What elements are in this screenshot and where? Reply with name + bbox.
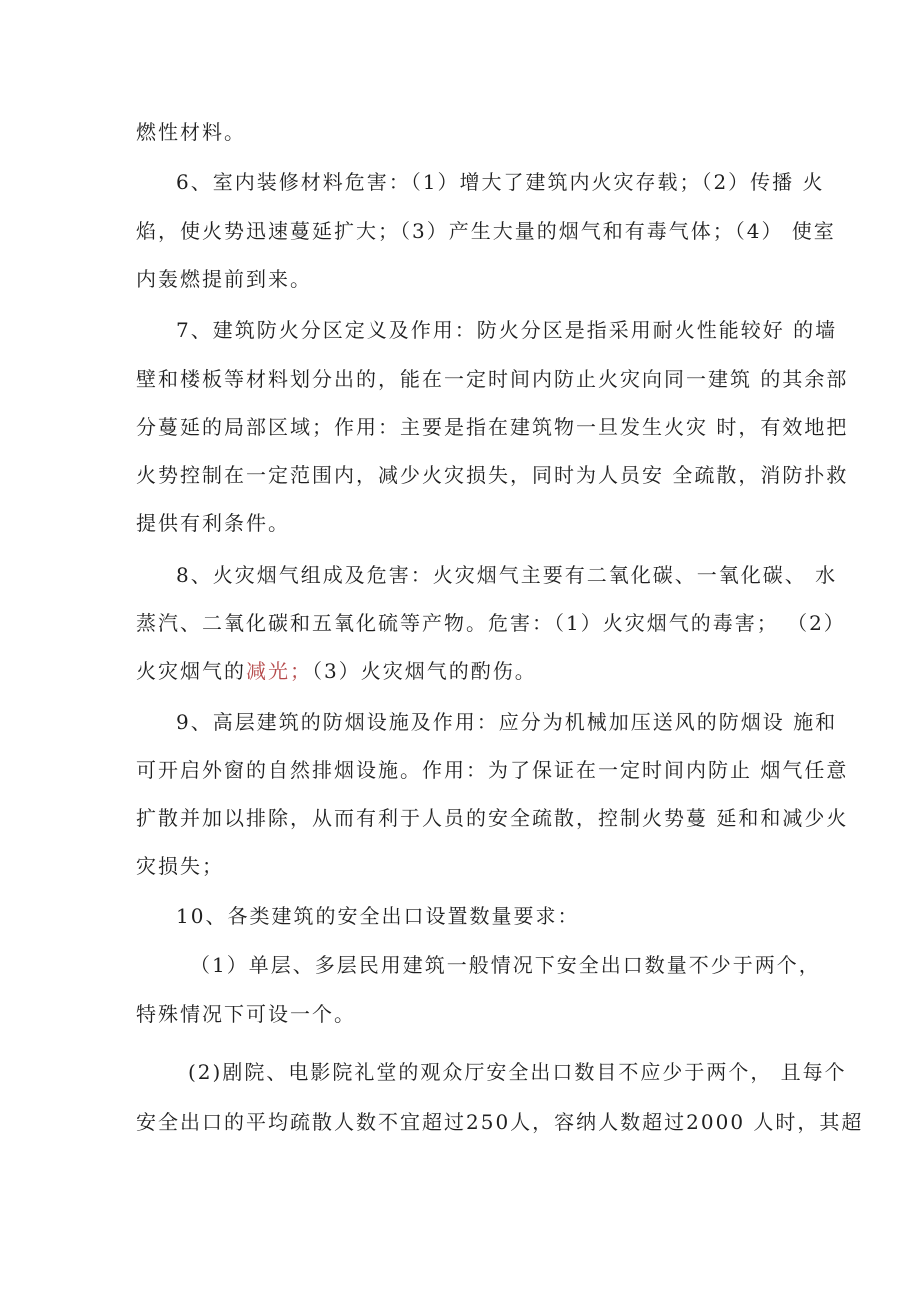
- text-line: 特殊情况下可设一个。: [136, 1002, 356, 1026]
- text-line: 6、室内装修材料危害：（1）增大了建筑内火灾存载；（2）传播 火: [176, 170, 825, 194]
- text-line: 蒸汽、二氧化碳和五氧化硫等产物。危害：（1）火灾烟气的毒害； （2）: [136, 611, 846, 635]
- text-run: （3）火灾烟气的酌伤。: [312, 659, 537, 683]
- text-line: 灾损失；: [136, 854, 224, 878]
- text-line: 燃性材料。: [136, 120, 246, 144]
- text-line: 10、各类建筑的安全出口设置数量要求：: [176, 904, 580, 928]
- text-line: 扩散并加以排除，从而有利于人员的安全疏散，控制火势蔓 延和和减少火: [136, 806, 849, 830]
- text-line: 7、建筑防火分区定义及作用：防火分区是指采用耐火性能较好 的墙: [176, 318, 838, 342]
- text-line: [136, 659, 537, 683]
- text-line: (2)剧院、电影院礼堂的观众厅安全出口数目不应少于两个， 且每个: [188, 1060, 847, 1084]
- highlighted-text: 减光；: [246, 659, 312, 683]
- text-line: 可开启外窗的自然排烟设施。作用：为了保证在一定时间内防止 烟气任意: [136, 758, 849, 782]
- text-line: 火势控制在一定范围内，减少火灾损失，同时为人员安 全疏散，消防扑救: [136, 463, 849, 487]
- text-run: 火灾烟气的: [136, 659, 246, 683]
- text-line: 安全出口的平均疏散人数不宜超过250人，容纳人数超过2000 人时，其超: [136, 1110, 864, 1134]
- text-line: 内轰燃提前到来。: [136, 267, 312, 291]
- text-line: 分蔓延的局部区域；作用：主要是指在建筑物一旦发生火灾 时，有效地把: [136, 415, 849, 439]
- text-line: 壁和楼板等材料划分出的，能在一定时间内防止火灾向同一建筑 的其余部: [136, 367, 849, 391]
- text-line: （1）单层、多层民用建筑一般情况下安全出口数量不少于两个，: [190, 953, 821, 977]
- text-line: 提供有利条件。: [136, 511, 290, 535]
- text-line: 8、火灾烟气组成及危害：火灾烟气主要有二氧化碳、一氧化碳、 水: [176, 563, 838, 587]
- text-line: 焰，使火势迅速蔓延扩大；（3）产生大量的烟气和有毒气体；（4） 使室: [136, 219, 836, 243]
- text-line: 9、高层建筑的防烟设施及作用：应分为机械加压送风的防烟设 施和: [176, 710, 838, 734]
